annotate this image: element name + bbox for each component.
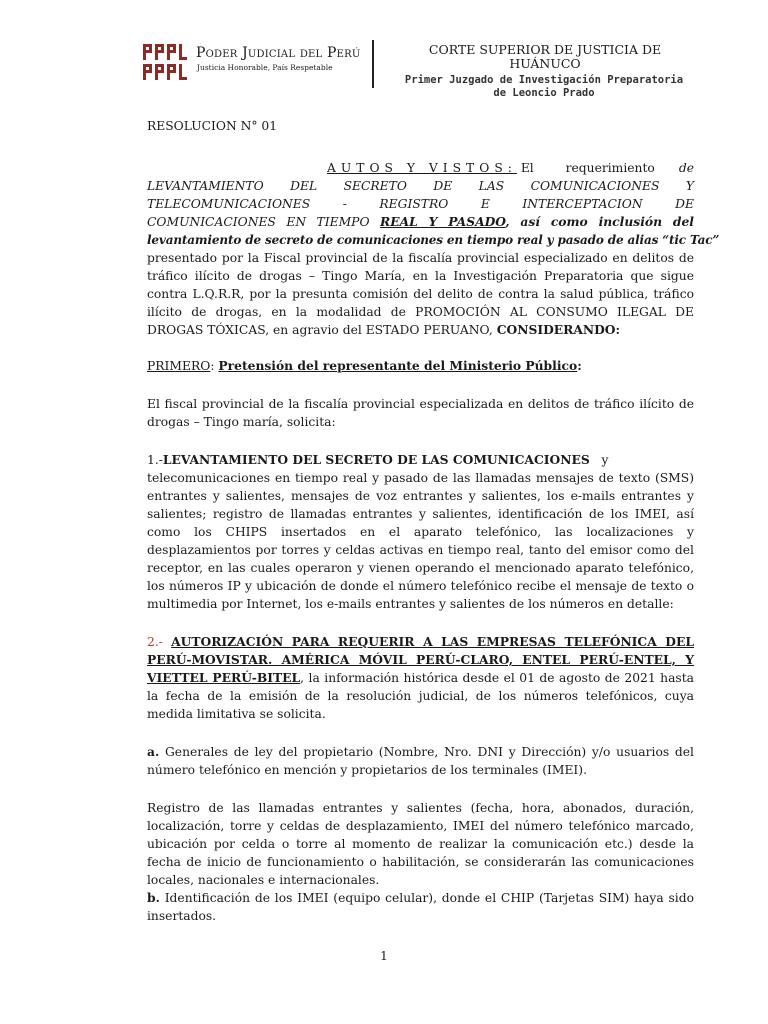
autos-line5: levantamiento de secreto de comunicaciones en tiempo real y pasado de alias “tic Tac” bbox=[147, 233, 720, 247]
poder-judicial-logo bbox=[143, 44, 187, 80]
item-2-number: 2.- bbox=[147, 635, 163, 649]
autos-line3: TELECOMUNICACIONES - REGISTRO E INTERCEPTACION DE bbox=[147, 197, 694, 211]
sub-item-b-text: Identificación de los IMEI (equipo celular), donde el CHIP (Tarjetas SIM) haya sido insertados. bbox=[147, 891, 694, 923]
court-name bbox=[390, 43, 700, 71]
sub-item-a bbox=[147, 743, 694, 779]
document-header bbox=[0, 0, 768, 110]
registro-paragraph: Registro de las llamadas entrantes y salientes (fecha, hora, abonados, duración, localización, torre y celdas de desplazamiento, IMEI del número telefónico marcado, ubicación por celda o torre al momento de realizar la comunicación etc.) desde la fecha de inicio de funcionamiento o habilitación, se considerarán las comunicaciones locales, nacionales e internacionales. bbox=[147, 801, 694, 887]
institution-motto: Justicia Honorable, País Respetable bbox=[197, 63, 333, 72]
court-department bbox=[384, 74, 704, 100]
primero-heading: PRIMERO: Pretensión del representante del Ministerio Público: bbox=[147, 358, 582, 373]
document-body bbox=[147, 113, 720, 925]
considerando-label: CONSIDERANDO: bbox=[496, 322, 621, 337]
item-2-text: , la información histórica desde el 01 de agosto de 2021 hasta la fecha de la emisión de la resolución judicial, de los números telefónicos, cuya medida limitativa se solicita. bbox=[147, 671, 694, 721]
institution-title: Poder Judicial del Perú bbox=[196, 45, 361, 61]
autos-y-vistos-paragraph bbox=[147, 159, 720, 339]
court-line-3: Primer Juzgado de Investigación Preparatoria bbox=[404, 74, 684, 86]
sub-item-b bbox=[147, 889, 694, 925]
item-1-text: telecomunicaciones en tiempo real y pasado de las llamadas mensajes de texto (SMS) entrantes y salientes, mensajes de voz entrantes y salientes, los e-mails entrantes y salientes; registro de llamadas entrantes y salientes, identificación de los IMEI, así como los CHIPS insertados en el aparato telefónico, las localizaciones y desplazamientos por torres y celdas activas en tiempo real, tanto del emisor como del receptor, en las cuales operaron y vienen operando el mencionado aparato telefónico, los números IP y ubicación de donde el número telefónico recibe el mensaje de texto o multimedia por Internet, los e-mails entrantes y salientes de los números en detalle: bbox=[147, 471, 694, 611]
item-1 bbox=[147, 451, 694, 613]
sub-item-b-letter: b. bbox=[147, 890, 160, 905]
autos-line4c: , así como inclusión del bbox=[505, 214, 694, 229]
autos-p1: El requerimiento bbox=[520, 161, 655, 175]
court-line-1: CORTE SUPERIOR DE JUSTICIA DE bbox=[428, 42, 662, 57]
primero-title: Pretensión del representante del Ministerio Público bbox=[218, 358, 578, 373]
autos-p1-de: de bbox=[678, 161, 694, 175]
autos-line4a: COMUNICACIONES EN TIEMPO bbox=[147, 215, 370, 229]
item-1-heading: LEVANTAMIENTO DEL SECRETO DE LAS COMUNICACIONES bbox=[162, 452, 590, 467]
resolution-number: RESOLUCION N° 01 bbox=[147, 119, 278, 133]
autos-line4b: REAL Y PASADO bbox=[380, 214, 506, 229]
autos-line6: presentado por la Fiscal provincial de la fiscalía provincial especializado en delitos de tráfico ilícito de drogas – Tingo María, en la Investigación Preparatoria que sigue contra L.Q.R.R, por la presunta comisión del delito de contra la salud pública, tráfico ilícito de drogas, en la modalidad de PROMOCIÓN AL CONSUMO ILEGAL DE DROGAS TÓXICAS, en agravio del ESTADO PERUANO, bbox=[147, 251, 694, 337]
autos-lead: AUTOS Y VISTOS: bbox=[327, 161, 517, 175]
court-line-2: HUÁNUCO bbox=[509, 56, 581, 71]
item-1-y: y bbox=[601, 453, 609, 467]
fiscal-request-paragraph: El fiscal provincial de la fiscalía provincial especializada en delitos de tráfico ilícito de drogas – Tingo maría, solicita: bbox=[147, 397, 694, 429]
page-number: 1 bbox=[380, 949, 388, 963]
sub-item-a-letter: a. bbox=[147, 744, 160, 759]
header-divider bbox=[372, 40, 374, 88]
item-2 bbox=[147, 633, 694, 723]
sub-item-a-text: Generales de ley del propietario (Nombre, Nro. DNI y Dirección) y/o usuarios del número telefónico en mención y propietarios de los terminales (IMEI). bbox=[147, 745, 694, 777]
item-2-heading: AUTORIZACIÓN PARA REQUERIR A LAS EMPRESAS TELEFÓNICA DEL PERÚ-MOVISTAR. AMÉRICA MÓVIL PERÚ-CLARO, ENTEL PERÚ-ENTEL, Y VIETTEL PERÚ-BITEL bbox=[147, 634, 694, 685]
court-line-4: de Leoncio Prado bbox=[493, 87, 595, 99]
item-1-number: 1.- bbox=[147, 453, 163, 467]
autos-line2: LEVANTAMIENTO DEL SECRETO DE LAS COMUNICACIONES Y bbox=[147, 179, 694, 193]
primero-label: PRIMERO bbox=[147, 359, 211, 373]
